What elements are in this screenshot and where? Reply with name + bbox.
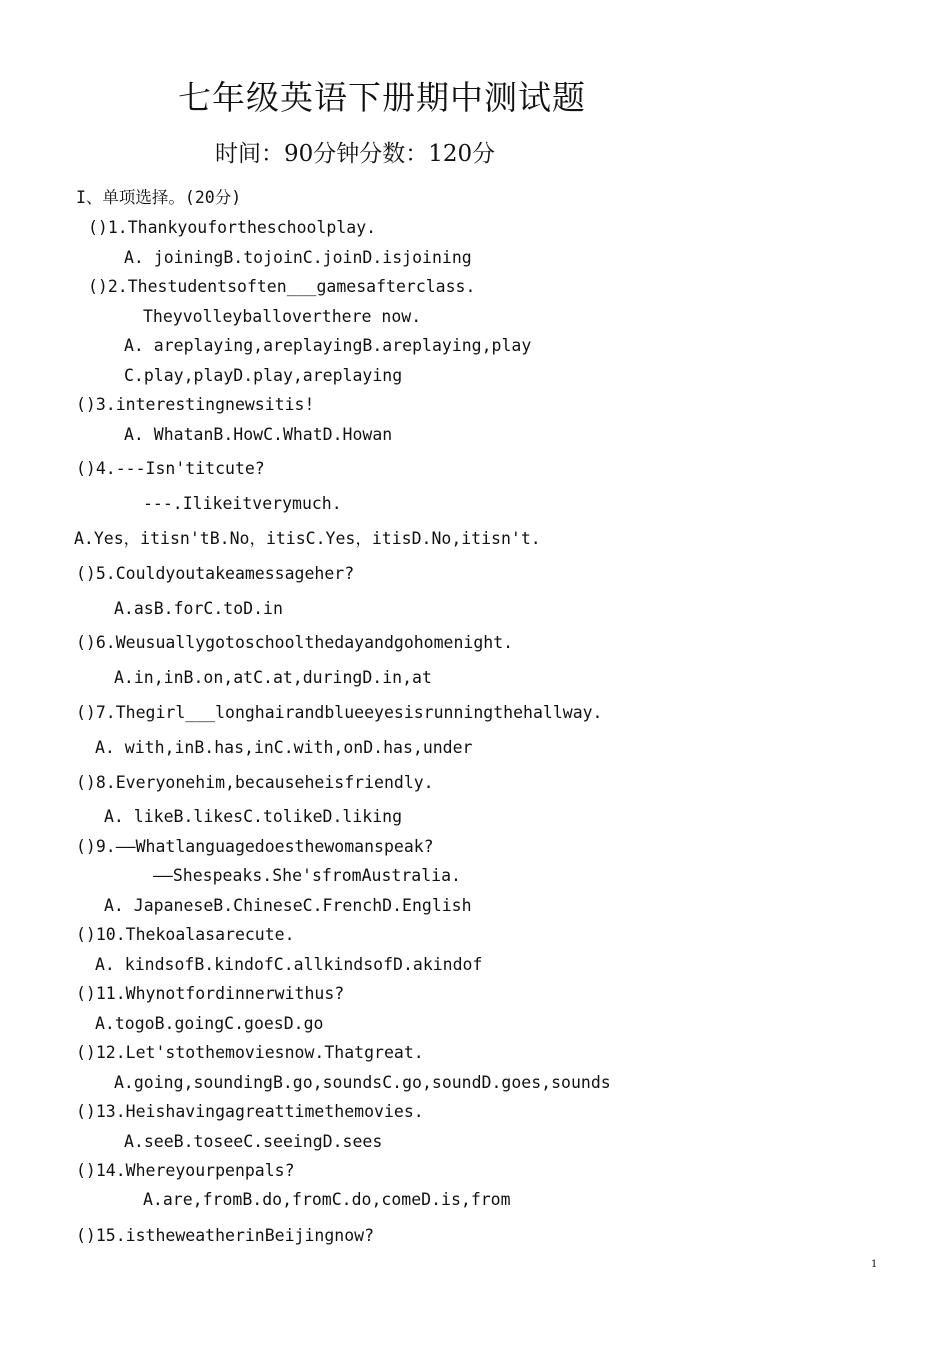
question-options: A. areplaying,areplayingB.areplaying,play (124, 336, 532, 355)
question-options: A. with,inB.has,inC.with,onD.has,under (95, 738, 473, 757)
question-options: A. JapaneseB.ChineseC.FrenchD.English (104, 896, 472, 915)
exam-info: 时间：90分钟分数：120分 (215, 141, 496, 167)
question-stem: ()15.istheweatherinBeijingnow? (76, 1226, 375, 1245)
question-options: A.togoB.goingC.goesD.go (95, 1014, 324, 1033)
question-stem: ()10.Thekoalasarecute. (76, 925, 295, 944)
question-stem: ()2.Thestudentsoften___gamesafterclass. (88, 277, 476, 296)
question-stem: ()9.——Whatlanguagedoesthewomanspeak? (76, 837, 434, 856)
question-extra: Theyvolleyballoverthere now. (143, 307, 422, 326)
question-options: A. likeB.likesC.tolikeD.liking (104, 807, 403, 826)
question-stem: ()8.Everyonehim,becauseheisfriendly. (76, 773, 434, 792)
question-stem: ()4.---Isn'titcute? (76, 459, 265, 478)
question-stem: ()14.Whereyourpenpals? (76, 1161, 295, 1180)
question-options: A.going,soundingB.go,soundsC.go,soundD.goes,sounds (114, 1073, 611, 1092)
question-options: A.in,inB.on,atC.at,duringD.in,at (114, 668, 432, 687)
question-stem: ()1.Thankyoufortheschoolplay. (88, 218, 377, 237)
section-heading: I、单项选择。(20分) (76, 188, 242, 207)
question-stem: ()5.Couldyoutakeamessageher? (76, 564, 355, 583)
question-stem: ()11.Whynotfordinnerwithus? (76, 984, 345, 1003)
question-options: A.seeB.toseeC.seeingD.sees (124, 1132, 383, 1151)
question-options: A.asB.forC.toD.in (114, 599, 283, 618)
question-options: A. WhatanB.HowC.WhatD.Howan (124, 425, 393, 444)
question-stem: ()7.Thegirl___longhairandblueeyesisrunningthehallway. (76, 703, 603, 722)
question-options: A.are,fromB.do,fromC.do,comeD.is,from (143, 1190, 511, 1209)
question-stem: ()3.interestingnewsitis! (76, 395, 315, 414)
page-number: 1 (871, 1259, 878, 1270)
question-extra: ——Shespeaks.She'sfromAustralia. (153, 866, 461, 885)
question-options: A.Yes，itisn'tB.No，itisC.Yes，itisD.No,itisn't. (74, 529, 541, 548)
question-extra: ---.Ilikeitverymuch. (143, 494, 342, 513)
question-stem: ()12.Let'stothemoviesnow.Thatgreat. (76, 1043, 424, 1062)
question-stem: ()13.Heishavingagreattimethemovies. (76, 1102, 424, 1121)
question-options: A. kindsofB.kindofC.allkindsofD.akindof (95, 955, 483, 974)
question-options: C.play,playD.play,areplaying (124, 366, 403, 385)
question-options: A. joiningB.tojoinC.joinD.isjoining (124, 248, 472, 267)
page-title: 七年级英语下册期中测试题 (178, 78, 586, 117)
question-stem: ()6.Weusuallygotoschoolthedayandgohomenight. (76, 633, 514, 652)
